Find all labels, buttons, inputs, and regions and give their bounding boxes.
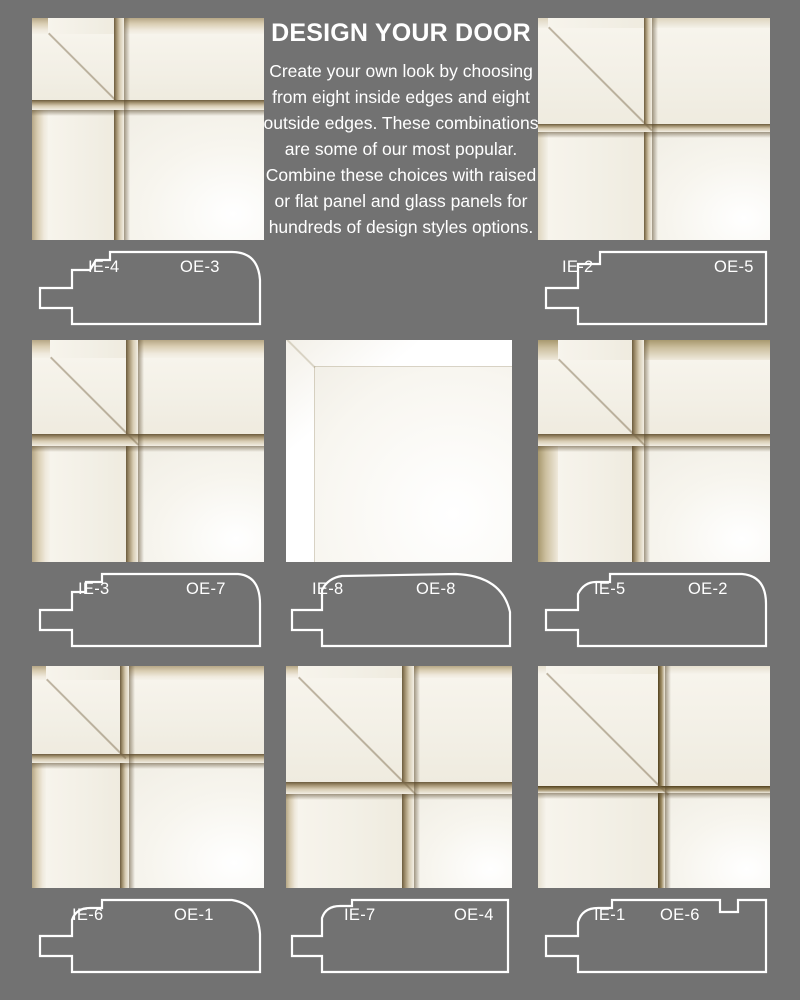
intro-paragraph: Create your own look by choosing from eight inside edges and eight outside edges. These combinations are some of our most popular. Combine these choices with raised or flat panel and glass panels for hundreds of design styles options. xyxy=(263,61,539,237)
door-sample-ie7-oe4[interactable] xyxy=(286,666,518,978)
outside-edge-label: OE-5 xyxy=(714,258,754,276)
door-sample-ie3-oe7[interactable] xyxy=(32,340,264,652)
inside-edge-label: IE-2 xyxy=(562,258,594,276)
outside-edge-label: OE-1 xyxy=(174,906,214,924)
outside-edge-label: OE-6 xyxy=(660,906,700,924)
door-corner-photo xyxy=(538,18,770,240)
inside-edge-label: IE-3 xyxy=(78,580,110,598)
inside-edge-label: IE-4 xyxy=(88,258,120,276)
intro-block xyxy=(258,10,544,240)
door-corner-photo xyxy=(32,340,264,562)
edge-profile-drawing xyxy=(538,568,770,652)
door-corner-photo xyxy=(286,340,512,562)
door-sample-ie5-oe2[interactable] xyxy=(538,340,770,652)
door-sample-ie6-oe1[interactable] xyxy=(32,666,264,978)
edge-profile-drawing xyxy=(32,246,264,330)
page-title: DESIGN YOUR DOOR xyxy=(271,19,531,47)
door-corner-photo xyxy=(32,666,264,888)
edge-profile-drawing xyxy=(32,568,264,652)
inside-edge-label: IE-7 xyxy=(344,906,376,924)
outside-edge-label: OE-4 xyxy=(454,906,494,924)
door-sample-ie4-oe3[interactable] xyxy=(32,18,264,330)
door-sample-ie2-oe5[interactable] xyxy=(538,18,770,330)
outside-edge-label: OE-2 xyxy=(688,580,728,598)
door-corner-photo xyxy=(538,340,770,562)
edge-profile-drawing xyxy=(32,894,264,978)
edge-profile-drawing xyxy=(538,894,770,978)
inside-edge-label: IE-5 xyxy=(594,580,626,598)
outside-edge-label: OE-7 xyxy=(186,580,226,598)
door-sample-ie8-oe8[interactable] xyxy=(286,340,518,652)
outside-edge-label: OE-8 xyxy=(416,580,456,598)
inside-edge-label: IE-1 xyxy=(594,906,626,924)
inside-edge-label: IE-6 xyxy=(72,906,104,924)
outside-edge-label: OE-3 xyxy=(180,258,220,276)
inside-edge-label: IE-8 xyxy=(312,580,344,598)
door-corner-photo xyxy=(538,666,770,888)
door-corner-photo xyxy=(32,18,264,240)
door-sample-ie1-oe6[interactable] xyxy=(538,666,770,978)
door-corner-photo xyxy=(286,666,512,888)
